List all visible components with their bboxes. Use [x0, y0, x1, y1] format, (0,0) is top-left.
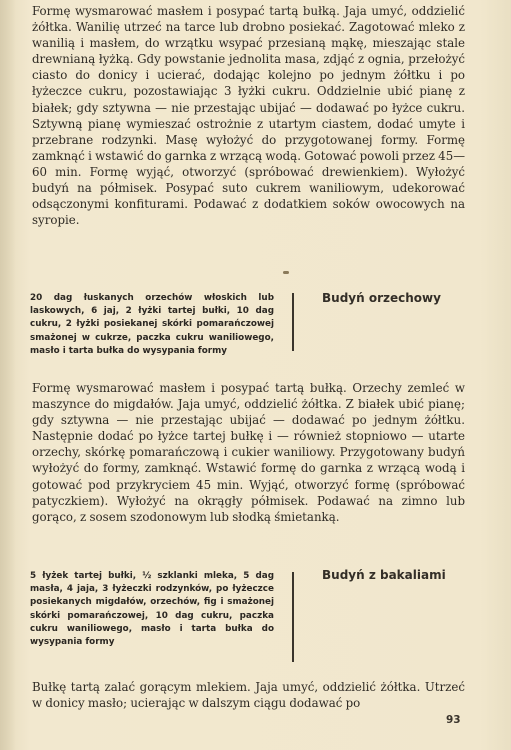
recipe-2-ingredients: 5 łyżek tartej bułki, ½ szklanki mleka, 5 dag masła, 4 jaja, 3 łyżeczki rodzynków, po łyżeczce posiekanych migdałów, orzechów, fig i smażonej skórki pomarańczowej, 10 dag cukru, paczka cukru waniliowego, masło i tarta bułka do wysypania formy — [30, 571, 274, 648]
recipe-1-ingredients: 20 dag łuskanych orzechów włoskich lub laskowych, 6 jaj, 2 łyżki tartej bułki, 10 dag cukru, 2 łyżki posiekanej skórki pomarańczowej smażonej w cukrze, paczka cukru waniliowego, masło i tarta bułka do wysypania formy — [30, 293, 274, 356]
recipe-1-divider — [292, 293, 294, 351]
recipe-1-title: Budyń orzechowy — [322, 291, 441, 305]
section-mark — [283, 271, 289, 274]
page-number: 93 — [446, 714, 461, 726]
recipe-intro-method-text: Formę wysmarować masłem i posypać tartą bułką. Jaja umyć, oddzielić żółtka. Wanilię utrzeć na tarce lub drobno posiekać. Zagotować mleko z wanilią i masłem, do wrzątku wsypać przesianą mąkę, mieszając stale drewnianą łyżką. Gdy powstanie jednolita masa, zdjąć z ognia, przełożyć ciasto do donicy i ucierać, dodając kolejno po jednym żółtku i po łyżeczce cukru, pozostawiając 3 łyżki cukru. Oddzielnie ubić pianę z białek; gdy sztywna — nie przestając ubijać — dodawać po łyżce cukru. Sztywną pianę wymieszać ostrożnie z utartym ciastem, dodać umyte i przebrane rodzynki. Masę wyłożyć do przygotowanej formy. Formę zamknąć i wstawić do garnka z wrzącą wodą. Gotować powoli przez 45—60 min. Formę wyjąć, otworzyć (spróbować drewienkiem). Wyłożyć budyń na półmisek. Posypać suto cukrem waniliowym, udekorować odsączonymi konfiturami. Podawać z dodatkiem soków owocowych na syropie. — [32, 4, 465, 228]
recipe-2-title: Budyń z bakaliami — [322, 568, 446, 582]
recipe-2-divider — [292, 572, 294, 662]
recipe-2-method-text: Bułkę tartą zalać gorącym mlekiem. Jaja umyć, oddzielić żółtka. Utrzeć w donicy masło; ucierając w dalszym ciągu dodawać po — [32, 680, 465, 711]
recipe-1-method-text: Formę wysmarować masłem i posypać tartą bułką. Orzechy zemleć w maszynce do migdałów. Jaja umyć, oddzielić żółtka. Z białek ubić pianę; gdy sztywna — nie przestając ubijać — dodawać po jednym żółtku. Następnie dodać po łyżce tartej bułkę i — również stopniowo — utarte orzechy, skórkę pomarańczową i cukier waniliowy. Przygotowany budyń wyłożyć do formy, zamknąć. Wstawić formę do garnka z wrzącą wodą i gotować pod przykryciem 45 min. Wyjąć, otworzyć formę (spróbować patyczkiem). Wyłożyć na okrągły półmisek. Podawać na zimno lub gorąco, z sosem szodonowym lub słodką śmietanką. — [32, 381, 465, 524]
page-gutter-shadow — [0, 0, 16, 750]
